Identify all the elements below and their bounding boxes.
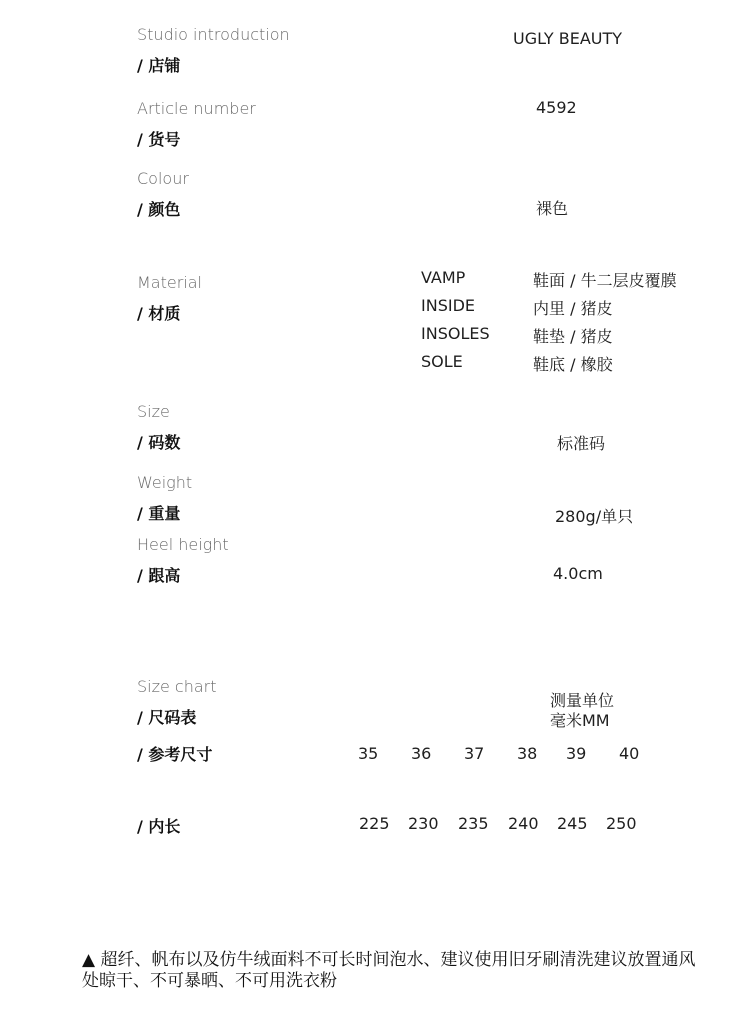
size-chart-label-en: Size chart xyxy=(137,677,217,696)
ref-size-cell: 40 xyxy=(619,744,640,763)
material-row-value: 鞋底 / 橡胶 xyxy=(533,355,613,374)
ref-size-cell: 38 xyxy=(517,744,538,763)
weight-value: 280g/单只 xyxy=(555,507,634,526)
material-row-label: INSIDE xyxy=(421,296,475,315)
studio-value: UGLY BEAUTY xyxy=(513,29,623,48)
ref-size-label: / 参考尺寸 xyxy=(137,745,213,764)
colour-label-en: Colour xyxy=(137,169,189,188)
ref-size-cell: 37 xyxy=(464,744,485,763)
care-notice: ▲ 超纤、帆布以及仿牛绒面料不可长时间泡水、建议使用旧牙刷清洗建议放置通风处晾干、不可暴晒、不可用洗衣粉 xyxy=(82,950,696,991)
material-row-label: SOLE xyxy=(421,352,463,371)
weight-label-en: Weight xyxy=(137,473,193,492)
material-row-value: 鞋面 / 牛二层皮覆膜 xyxy=(533,271,677,290)
inner-length-cell: 235 xyxy=(458,814,489,833)
material-label-zh: / 材质 xyxy=(137,304,181,323)
inner-length-cell: 225 xyxy=(359,814,390,833)
material-row-value: 鞋垫 / 猪皮 xyxy=(533,327,613,346)
ref-size-cell: 36 xyxy=(411,744,432,763)
size-chart-label-zh: / 尺码表 xyxy=(137,708,197,727)
size-label-en: Size xyxy=(137,402,170,421)
ref-size-cell: 39 xyxy=(566,744,587,763)
studio-label-zh: / 店铺 xyxy=(137,56,181,75)
material-label-en: Material xyxy=(137,273,202,292)
ref-size-cell: 35 xyxy=(358,744,379,763)
material-row-value: 内里 / 猪皮 xyxy=(533,299,613,318)
article-value: 4592 xyxy=(536,98,577,117)
inner-length-cell: 250 xyxy=(606,814,637,833)
material-row-label: INSOLES xyxy=(421,324,490,343)
inner-length-cell: 245 xyxy=(557,814,588,833)
inner-length-cell: 230 xyxy=(408,814,439,833)
heel-value: 4.0cm xyxy=(553,564,603,583)
colour-label-zh: / 颜色 xyxy=(137,200,181,219)
inner-length-label: / 内长 xyxy=(137,817,181,836)
colour-value: 裸色 xyxy=(536,199,569,218)
inner-length-cell: 240 xyxy=(508,814,539,833)
heel-label-en: Heel height xyxy=(137,535,229,554)
heel-label-zh: / 跟高 xyxy=(137,566,181,585)
studio-label-en: Studio introduction xyxy=(137,25,290,44)
article-label-zh: / 货号 xyxy=(137,130,181,149)
unit-line-1: 测量单位 xyxy=(550,691,615,710)
weight-label-zh: / 重量 xyxy=(137,504,181,523)
unit-line-2: 毫米MM xyxy=(550,711,610,730)
size-label-zh: / 码数 xyxy=(137,433,181,452)
article-label-en: Article number xyxy=(137,99,256,118)
material-row-label: VAMP xyxy=(421,268,466,287)
size-value: 标准码 xyxy=(557,434,606,453)
